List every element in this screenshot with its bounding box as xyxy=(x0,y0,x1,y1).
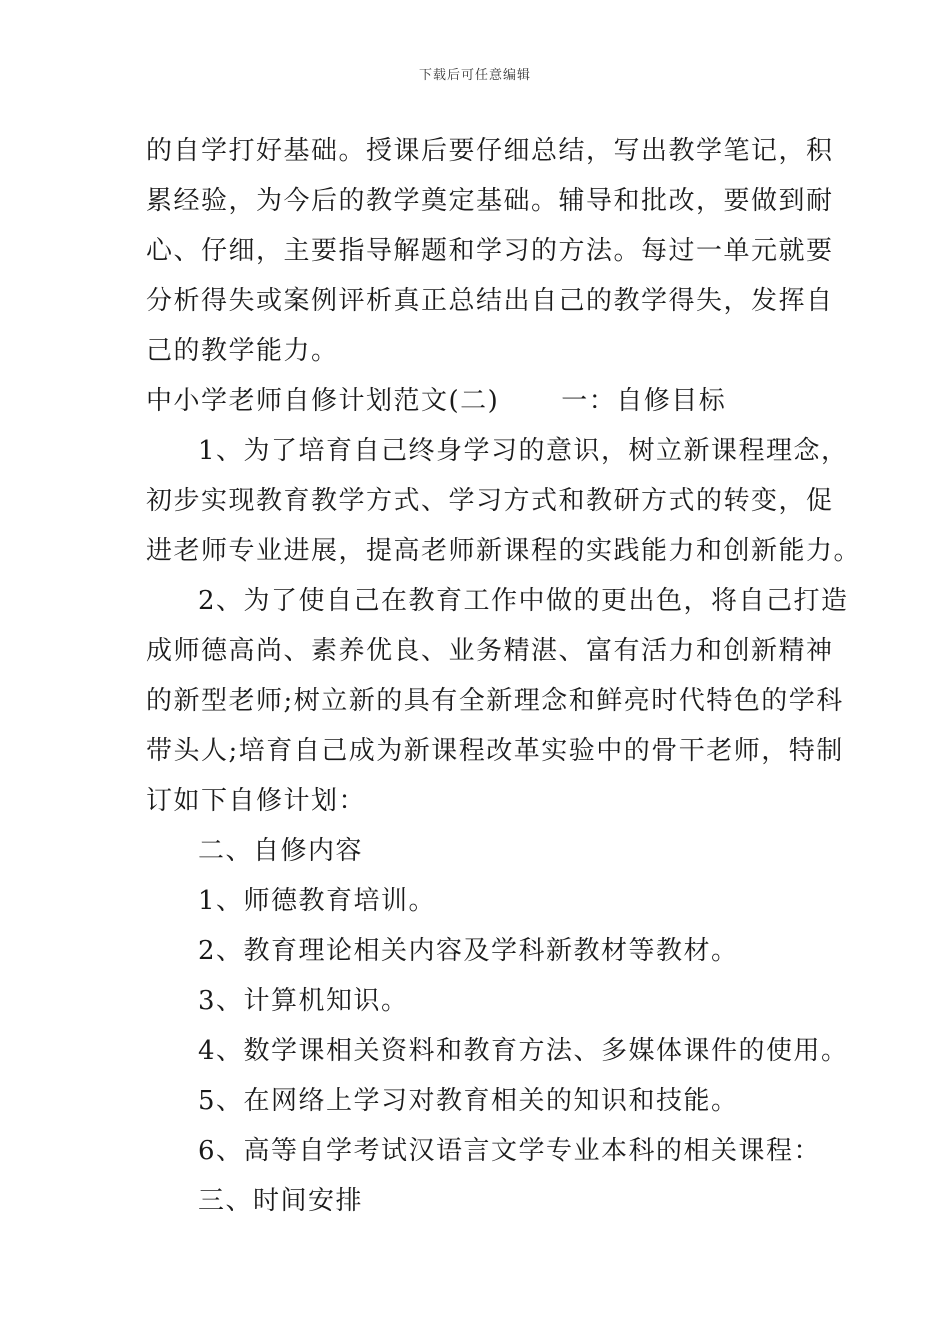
list-item: 5、在网络上学习对教育相关的知识和技能。 xyxy=(198,1086,739,1116)
paragraph-line: 分析得失或案例评析真正总结出自己的教学得失，发挥自 xyxy=(146,286,834,316)
schedule-heading: 三、时间安排 xyxy=(198,1186,364,1216)
paragraph-line: 累经验，为今后的教学奠定基础。辅导和批改，要做到耐 xyxy=(146,186,834,216)
paragraph-line: 初步实现教育教学方式、学习方式和教研方式的转变，促 xyxy=(146,486,834,516)
section-heading xyxy=(146,376,806,426)
section-title: 中小学老师自修计划范文(二) xyxy=(146,386,500,416)
page-header: 下载后可任意编辑 xyxy=(418,68,531,83)
paragraph-line: 1、为了培育自己终身学习的意识，树立新课程理念， xyxy=(198,436,849,466)
list-item: 1、师德教育培训。 xyxy=(198,886,437,916)
document-body xyxy=(146,126,862,1226)
paragraph-line: 2、为了使自己在教育工作中做的更出色，将自己打造 xyxy=(198,586,849,616)
paragraph-line: 进老师专业进展，提高老师新课程的实践能力和创新能力。 xyxy=(146,536,862,566)
paragraph-line: 带头人;培育自己成为新课程改革实验中的骨干老师，特制 xyxy=(146,736,844,766)
content-heading: 二、自修内容 xyxy=(198,836,364,866)
paragraph-line: 己的教学能力。 xyxy=(146,336,339,366)
list-item: 3、计算机知识。 xyxy=(198,986,409,1016)
list-item: 6、高等自学考试汉语言文学专业本科的相关课程： xyxy=(198,1136,822,1166)
list-item: 4、数学课相关资料和教育方法、多媒体课件的使用。 xyxy=(198,1036,849,1066)
list-item: 2、教育理论相关内容及学科新教材等教材。 xyxy=(198,936,739,966)
paragraph-line: 心、仔细，主要指导解题和学习的方法。每过一单元就要 xyxy=(146,236,834,266)
paragraph-line: 的新型老师;树立新的具有全新理念和鲜亮时代特色的学科 xyxy=(146,686,844,716)
paragraph-line: 成师德高尚、素养优良、业务精湛、富有活力和创新精神 xyxy=(146,636,834,666)
section-subtitle: 一：自修目标 xyxy=(561,386,727,416)
paragraph-line: 订如下自修计划： xyxy=(146,786,367,816)
paragraph-line: 的自学打好基础。授课后要仔细总结，写出教学笔记，积 xyxy=(146,136,834,166)
